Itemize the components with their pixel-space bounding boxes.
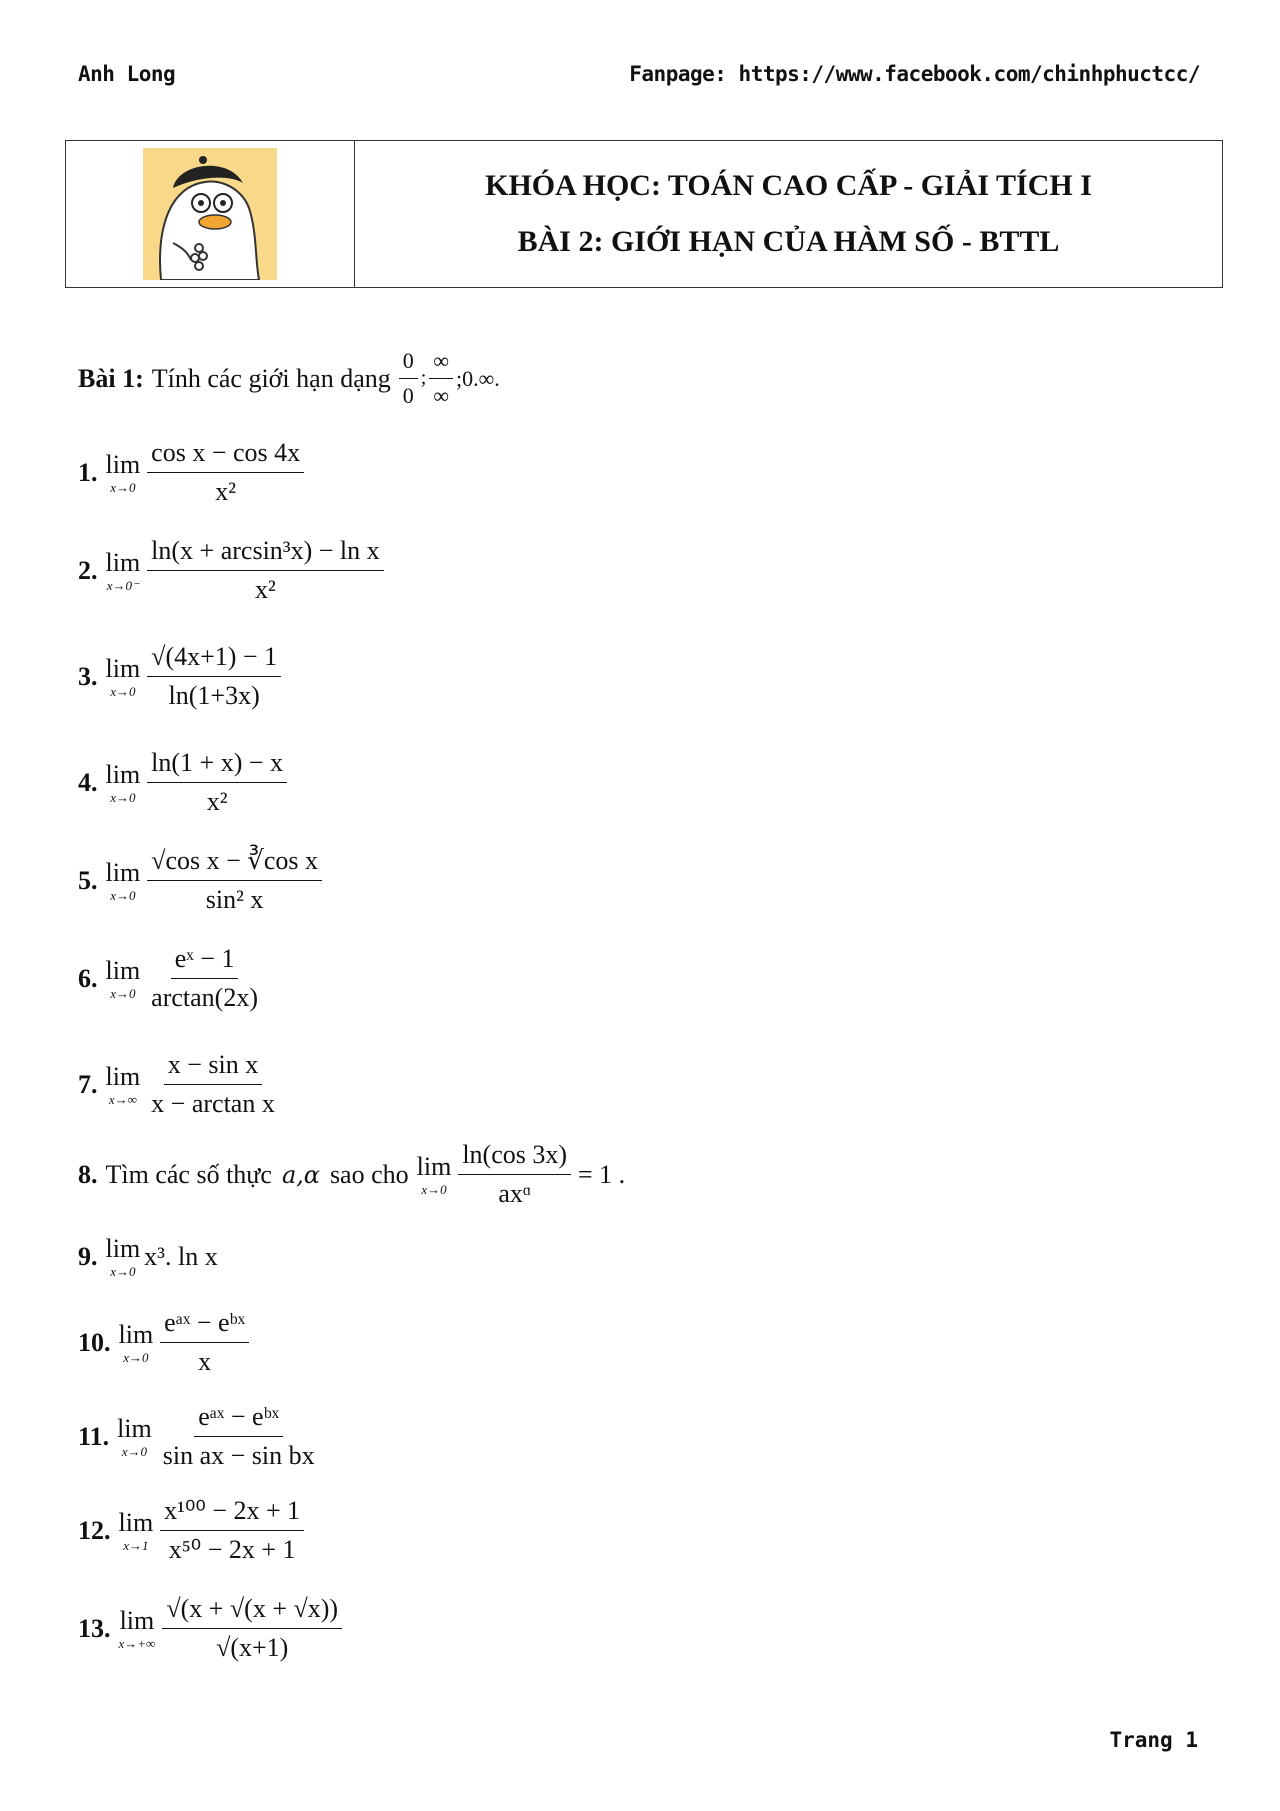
problem-text: Tìm các số thực <box>105 1159 272 1189</box>
fraction: $\frac{\text{eᵃˣ − eᵇˣ}}{\text{sin ax − sin bx}}$ <box>162 1402 315 1470</box>
problem-7 <box>78 1050 282 1119</box>
form-inf-over-inf: $\frac{\infty}{\infty}$ <box>429 348 453 409</box>
fraction: $\frac{√(x + √(x + √x))}{√(x+1)}$ <box>162 1594 342 1663</box>
fraction: $\frac{\text{eˣ − 1}}{\arctan(2x)}$ <box>151 944 258 1012</box>
fraction: $\frac{\text{cos x − cos 4x}}{\text{x²}}$ <box>147 438 304 507</box>
limit-operator: lim x→0 <box>105 759 141 805</box>
limit-operator: lim x→0 <box>118 1319 154 1365</box>
form-zero-times-inf: ;0.∞. <box>456 365 500 391</box>
limit-operator: lim x→0 <box>105 653 141 699</box>
problem-5 <box>78 846 325 915</box>
problem-8 <box>78 1140 625 1209</box>
limit-operator: lim x→+∞ <box>118 1605 156 1651</box>
course-title: KHÓA HỌC: TOÁN CAO CẤP - GIẢI TÍCH I <box>485 169 1092 202</box>
problem-number: 5. <box>78 865 98 895</box>
exercise-label: Bài 1: <box>78 363 144 393</box>
fraction: $\frac{\text{eᵃˣ − eᵇˣ}}{x}$ <box>160 1308 249 1377</box>
limit-operator: lim x→0 <box>105 449 141 495</box>
fraction: $\frac{√(4x+1) - 1}{\ln(1+3x)}$ <box>147 642 281 711</box>
problem-4 <box>78 748 290 817</box>
fanpage-link[interactable]: Fanpage: https://www.facebook.com/chinhphuctcc/ <box>629 62 1200 86</box>
problem-13 <box>78 1594 345 1663</box>
fraction: $\frac{\ln(1 + x) - x}{\text{x²}}$ <box>147 748 287 817</box>
limit-operator: lim x→0 <box>105 955 141 1001</box>
title-box <box>65 140 1223 288</box>
limit-operator: lim x→0 <box>416 1151 452 1197</box>
problem-number: 4. <box>78 767 98 797</box>
author-name: Anh Long <box>78 62 176 86</box>
problem-number: 6. <box>78 963 98 993</box>
exercise-text: Tính các giới hạn dạng <box>151 363 391 393</box>
problem-number: 12. <box>78 1515 111 1545</box>
problem-12 <box>78 1496 307 1565</box>
problem-vars: a,α <box>281 1160 320 1189</box>
logo-cell <box>66 141 355 287</box>
lesson-title: BÀI 2: GIỚI HẠN CỦA HÀM SỐ - BTTL <box>517 225 1060 258</box>
limit-operator: lim x→0 <box>105 1234 141 1279</box>
limit-operator: lim x→0 <box>105 857 141 903</box>
expression: x³. ln x <box>144 1242 218 1271</box>
problem-11 <box>78 1402 322 1471</box>
problem-number: 10. <box>78 1327 111 1357</box>
fraction: $\frac{\text{ln(x + arcsin³x) − ln x}}{\text{x²}}$ <box>147 536 383 605</box>
fraction: $\frac{\ln(\cos 3x)}{\text{axᵅ}}$ <box>458 1140 571 1209</box>
problem-text-mid: sao cho <box>329 1159 409 1189</box>
problem-9 <box>78 1236 218 1278</box>
limit-operator: lim x→0⁻ <box>105 547 141 593</box>
problem-number: 7. <box>78 1069 98 1099</box>
problem-number: 3. <box>78 661 98 691</box>
problem-number: 2. <box>78 555 98 585</box>
problem-2 <box>78 536 387 605</box>
fraction: $\frac{\text{x¹⁰⁰ − 2x + 1}}{\text{x⁵⁰ − 2x + 1}}$ <box>160 1496 304 1565</box>
problem-number: 8. <box>78 1159 98 1189</box>
fraction: $\frac{\text{√cos x − ∛cos x}}{\text{sin² x}}$ <box>147 846 322 915</box>
problem-6 <box>78 944 265 1013</box>
title-cell <box>355 141 1222 287</box>
limit-operator: lim x→1 <box>118 1507 154 1553</box>
exercise-heading: Bài 1: Tính các giới hạn dạng $\frac{0}{0}$ ; $\frac{\infty}{\infty}$ ;0.∞. <box>78 348 500 408</box>
page-number: Trang 1 <box>1109 1728 1198 1752</box>
problem-10 <box>78 1308 252 1377</box>
problem-number: 13. <box>78 1613 111 1643</box>
form-zero-over-zero: $\frac{0}{0}$ <box>399 348 418 409</box>
problem-number: 9. <box>78 1242 98 1271</box>
problem-number: 1. <box>78 457 98 487</box>
limit-operator: lim x→∞ <box>105 1061 141 1107</box>
fraction: $\frac{\text{x − sin x}}{\text{x − arctan x}}$ <box>151 1050 275 1118</box>
problem-3 <box>78 642 284 711</box>
limit-operator: lim x→0 <box>117 1413 152 1459</box>
problem-number: 11. <box>78 1421 110 1451</box>
problem-1 <box>78 438 307 507</box>
duck-mascot-icon <box>143 148 277 280</box>
equation-rhs: = 1 . <box>578 1159 626 1189</box>
